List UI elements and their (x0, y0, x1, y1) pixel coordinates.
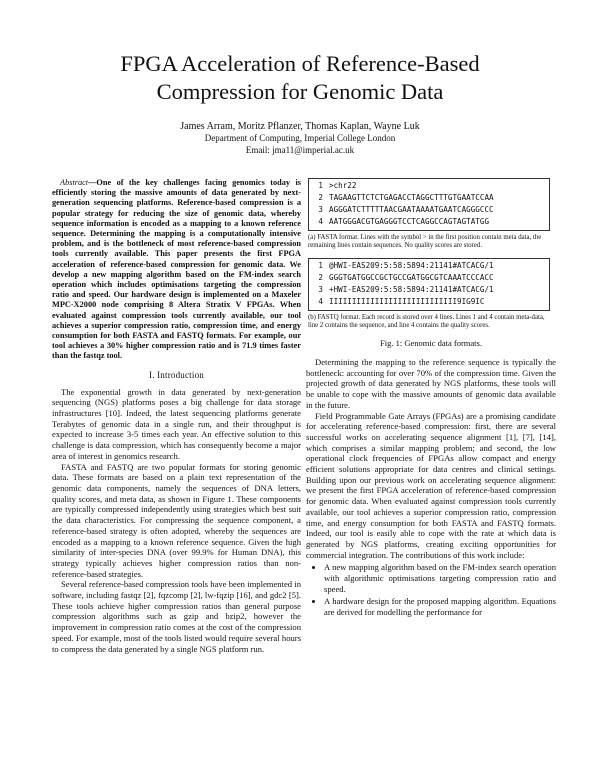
abstract (52, 178, 301, 362)
fasta-subcaption: (a) FASTA format. Lines with the symbol > in the first position contain meta data, the remaining lines contain sequences. No quality scores are stored. (308, 234, 542, 249)
contributions-list (306, 562, 556, 618)
abstract-text: —One of the key challenges facing genomics today is efficiently storing the massive amounts of data generated by next-generation sequencing platforms. Reference-based compression is a popular strategy for reducing the size of genomic data, whereby sequence information is encoded as a mapping to a known reference sequence. Determining the mapping is a computationally intensive problem, and is the bottleneck of most reference-based compression tools currently available. This paper presents the first FPGA acceleration of reference-based compression for genomic data. We develop a new mapping algorithm based on the FM-index search operation which includes optimisations targeting the compression ratio and speed. Our hardware design is implemented on a Maxeler MPC-X2000 node comprising 8 Altera Stratix V FPGAs. When evaluated against compression tools currently available, our tool achieves a superior compression ratio, compression time, and energy consumption for both FASTA and FASTQ formats. For example, our tool achieves a 30% higher compression ratio and is 71.9 times faster than the fastqz tool. (52, 178, 301, 361)
line-number: 1 (318, 181, 323, 190)
left-column (52, 178, 301, 654)
line-number: 3 (318, 205, 323, 214)
code-text: GGGTGATGGCCGCTGCCGATGGCGTCAAATCCCACC (329, 273, 494, 282)
body-paragraph-2: Field Programmable Gate Arrays (FPGAs) are a promising candidate for accelerating reference-based compression: first, there are several successful works on accelerating sequence alignment [1], [7], [14], which comprises a similar mapping problem; and second, the low operational clock frequencies of FPGAs allow compact and energy efficient solutions appropriate for data centres and clinical settings. Building upon our previous work on accelerating sequence alignment: we present the first FPGA acceleration of reference-based compression for genomic data. When evaluated against compression tools currently available, our tool achieves a superior compression ratio, compression time, and energy consumption for both FASTA and FASTQ formats. Indeed, our tool is easily able to cope with the rate at which data is generated by NGS platforms, creating exciting opportunities for commercial integration. The contributions of this work include: (306, 410, 556, 560)
line-number: 3 (318, 285, 323, 294)
author-list: James Arram, Moritz Pflanzer, Thomas Kaplan, Wayne Luk (180, 121, 420, 132)
code-text: IIIIIIIIIIIIIIIIIIIIIIIIIIII9IG9IC (329, 297, 485, 306)
intro-paragraph-1: The exponential growth in data generated by next-generation sequencing (NGS) platforms poses a big challenge for data storage infrastructures [10]. Indeed, the latest sequencing platforms generate Terabytes of genomic data in a single run, and their throughput is expected to increase 3-5 times each year. An effective solution to this challenge is data compression, which has consequently become a major area of interest in genomics research. (52, 386, 301, 461)
code-text: +HWI-EAS209:5:58:5894:21141#ATCACG/1 (329, 285, 494, 294)
right-column (306, 178, 556, 620)
abstract-lead: Abstract (60, 178, 89, 187)
code-line (309, 260, 549, 272)
line-number: 2 (318, 193, 323, 202)
intro-paragraph-2: FASTA and FASTQ are two popular formats for storing genomic data. These formats are based on a plain text representation of the genomic data components, namely the sequences of DNA letters, quality scores, and meta data, as shown in Figure 1. These components are typically compressed independently using strategies which best suit the data characteristics. For compressing the sequence component, a reference-based strategy is often adopted, whereby the sequences are encoded as a mapping to a known reference sequence. Given the high similarity of inter-species DNA (over 99.9% for Human DNA), this strategy typically achieves higher compression ratios than non-reference-based strategies. (52, 461, 301, 579)
email-address: Email: jma11@imperial.ac.uk (245, 145, 355, 155)
code-text: TAGAAGTTCTCTGAGACCTAGGCTTTGTGAATCCAA (329, 193, 494, 202)
line-number: 1 (318, 261, 323, 270)
title-line-1: FPGA Acceleration of Reference-Based (120, 51, 480, 76)
code-line (309, 180, 549, 192)
code-line (309, 284, 549, 296)
intro-paragraph-3: Several reference-based compression tools have been implemented in software, including fastqz [2], fqzcomp [2], lw-fqzip [16], and gdc2 [5]. These tools achieve higher compression ratios than general purpose compression algorithms such as gzip and bzip2, however the improvement in compression ratio comes at the cost of the compression speed. For example, most of the tools listed would require several hours to compress the data generated by a single NGS platform run. (52, 579, 301, 654)
list-item: • A hardware design for the proposed mapping algorithm. Equations are derived for modelling the performance for (324, 596, 556, 617)
list-item: • A new mapping algorithm based on the FM-index search operation with algorithmic optimisations targeting compression ratio and speed. (324, 562, 556, 594)
code-text: AATGGGACGTGAGGGTCCTCAGGCCAGTAGTATGG (329, 217, 490, 226)
code-text: AGGGATCTTTTTAACGAATAAAATGAATCAGGGCCC (329, 205, 494, 214)
fastq-listing (308, 258, 550, 311)
figure-caption: Fig. 1: Genomic data formats. (380, 338, 482, 348)
code-line (309, 192, 549, 204)
fastq-subcaption: (b) FASTQ format. Each record is stored over 4 lines. Lines 1 and 4 contain meta-data, line 2 contains the sequence, and line 4 contains the quality scores. (308, 314, 545, 329)
paper-title (40, 50, 560, 106)
code-line (309, 272, 549, 284)
affiliation: Department of Computing, Imperial College London (204, 133, 396, 143)
line-number: 2 (318, 273, 323, 282)
code-line (309, 216, 549, 228)
code-text: >chr22 (329, 181, 357, 190)
section-heading-introduction: I. Introduction (149, 369, 204, 380)
code-line (309, 296, 549, 308)
line-number: 4 (318, 297, 323, 306)
title-line-2: Compression for Genomic Data (156, 79, 444, 104)
fasta-listing (308, 178, 550, 231)
line-number: 4 (318, 217, 323, 226)
body-paragraph-1: Determining the mapping to the reference sequence is typically the bottleneck: accounting for over 70% of the compression time. Given the projected growth of data generated by NGS platforms, these tools will be unable to cope with the massive amounts of genomic data available in the future. (306, 357, 556, 410)
code-text: @HWI-EAS209:5:58:5894:21141#ATCACG/1 (329, 261, 494, 270)
code-line (309, 204, 549, 216)
